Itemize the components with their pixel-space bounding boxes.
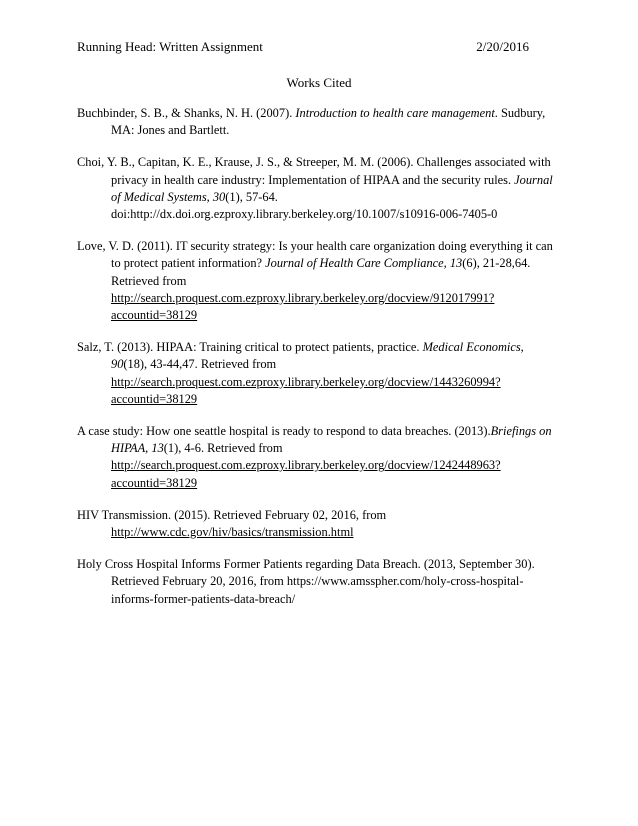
- running-head-text: Running Head: Written Assignment: [77, 39, 263, 54]
- reference-details: (1), 57-64. doi:http://dx.doi.org.ezproxy.library.berkeley.org/10.1007/s10916-006-7405-0: [111, 189, 498, 222]
- reference-entry: [77, 154, 561, 223]
- reference-entry: [77, 423, 561, 492]
- reference-entry: [77, 238, 561, 324]
- reference-text: A case study: How one seattle hospital is ready to respond to data breaches. (2013).: [77, 424, 491, 439]
- reference-text: Love, V. D. (2011). IT security strategy: Is your health care organization doing everything it can to protect patient information?: [77, 239, 553, 271]
- works-cited-list: [77, 105, 561, 623]
- reference-title: Introduction to health care management: [295, 106, 495, 120]
- reference-text: Holy Cross Hospital Informs Former Patients regarding Data Breach. (2013, September 30). Retrieved February 20, 2016, from https://www.amsspher.com/holy-cross-hospital-informs-former-patients-data-breach/: [77, 557, 535, 606]
- reference-text: Buchbinder, S. B., & Shanks, N. H. (2007).: [77, 106, 296, 120]
- reference-link[interactable]: http://search.proquest.com.ezproxy.library.berkeley.org/docview/1242448963?accountid=38129: [111, 458, 501, 490]
- reference-details: (18), 43-44,47. Retrieved from: [123, 357, 277, 372]
- reference-entry: [77, 105, 561, 139]
- reference-title: Briefings on HIPAA, 13: [111, 424, 552, 456]
- reference-text: HIV Transmission. (2015). Retrieved February 02, 2016, from: [77, 507, 387, 522]
- reference-details: . Sudbury, MA: Jones and Bartlett.: [111, 106, 546, 138]
- reference-link[interactable]: http://search.proquest.com.ezproxy.library.berkeley.org/docview/1443260994?accountid=38129: [111, 374, 501, 406]
- reference-entry: [77, 556, 561, 608]
- reference-link[interactable]: http://search.proquest.com.ezproxy.library.berkeley.org/docview/912017991?accountid=38129: [111, 290, 495, 323]
- reference-entry: [77, 339, 561, 408]
- reference-details: (6), 21-28,64. Retrieved from: [111, 256, 531, 288]
- reference-link[interactable]: http://www.cdc.gov/hiv/basics/transmission.html: [111, 525, 354, 540]
- header-date: 2/20/2016: [476, 39, 529, 54]
- reference-entry: [77, 507, 561, 541]
- reference-text: Choi, Y. B., Capitan, K. E., Krause, J. S., & Streeper, M. M. (2006). Challenges associated with privacy in health care industry: Implementation of HIPAA and the security rules.: [77, 155, 551, 187]
- reference-title: Journal of Health Care Compliance, 13: [265, 256, 463, 271]
- reference-text: Salz, T. (2013). HIPAA: Training critical to protect patients, practice.: [77, 340, 423, 355]
- reference-details: (1), 4-6. Retrieved from: [163, 441, 283, 456]
- running-header: [77, 39, 529, 55]
- reference-title: Journal of Medical Systems, 30: [111, 172, 553, 204]
- reference-title: Medical Economics, 90: [111, 340, 524, 372]
- page-title: Works Cited: [286, 75, 352, 90]
